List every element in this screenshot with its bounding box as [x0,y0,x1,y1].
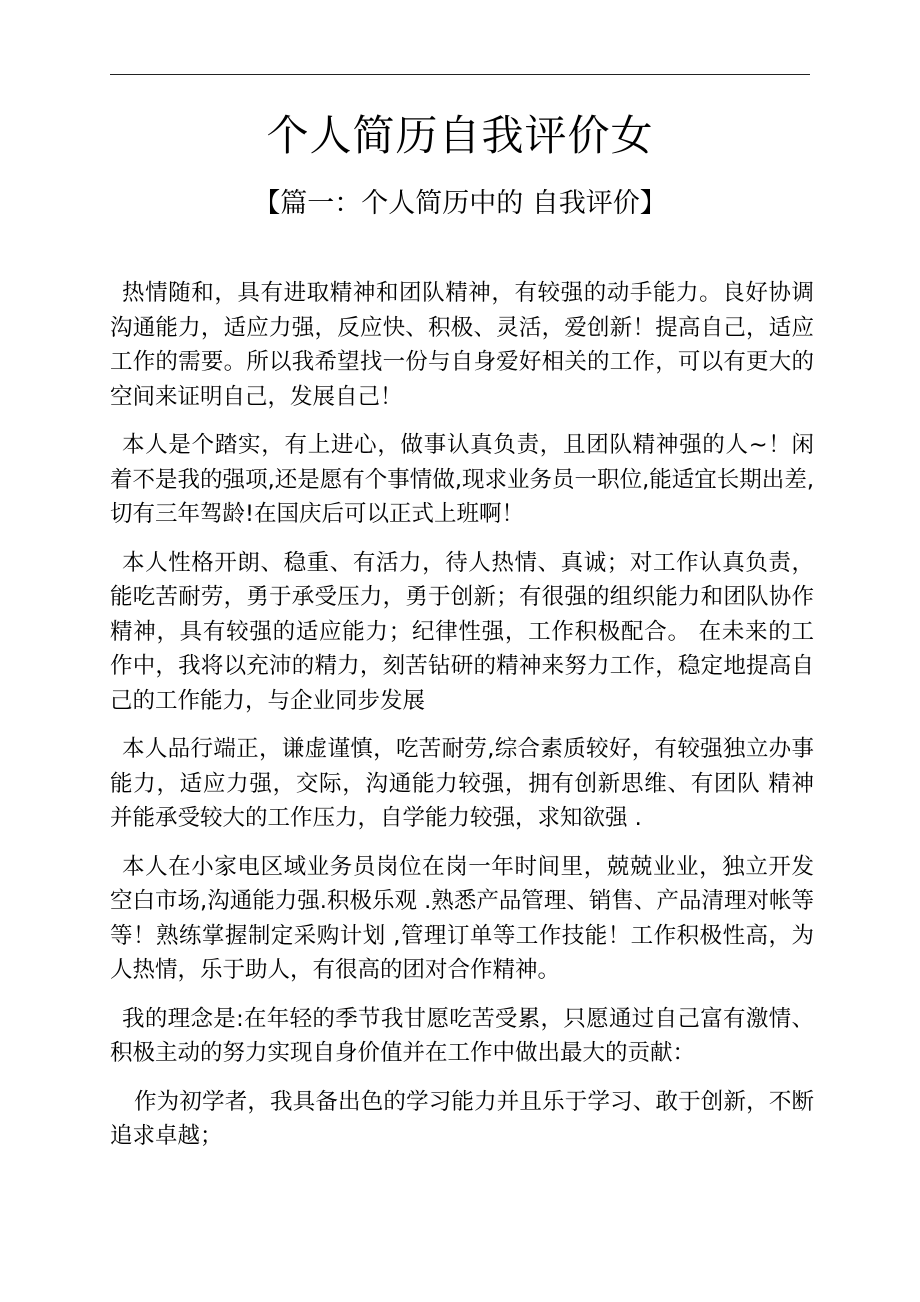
paragraph-5: 本人在小家电区域业务员岗位在岗一年时间里，兢兢业业，独立开发空白市场,沟通能力强.积极乐观 .熟悉产品管理、销售、产品清理对帐等等！熟练掌握制定采购计划 ,管理订单等工作技能！工作积极性高，为人热情，乐于助人，有很高的团对合作精神。 [110,853,814,983]
paragraph-2: 本人是个踏实，有上进心，做事认真负责，且团队精神强的人~！闲着不是我的强项,还是愿有个事情做,现求业务员一职位,能适宜长期出差,切有三年驾龄!在国庆后可以正式上班啊！ [110,432,814,527]
paragraph-4: 本人品行端正，谦虚谨慎，吃苦耐劳,综合素质较好，有较强独立办事能力，适应力强，交际，沟通能力较强，拥有创新思维、有团队 精神并能承受较大的工作压力，自学能力较强，求知欲强 . [110,736,814,831]
paragraph-6: 我的理念是:在年轻的季节我甘愿吃苦受累，只愿通过自己富有激情、积极主动的努力实现自身价值并在工作中做出最大的贡献： [110,1005,814,1066]
section-heading: 【篇一：个人简历中的 自我评价】 [253,188,667,219]
document-title: 个人简历自我评价女 [266,111,654,160]
paragraph-7: 作为初学者，我具备出色的学习能力并且乐于学习、敢于创新，不断追求卓越； [110,1088,814,1149]
paragraph-1: 热情随和，具有进取精神和团队精神，有较强的动手能力。良好协调沟通能力，适应力强，反应快、积极、灵活，爱创新！提高自己，适应工作的需要。所以我希望找一份与自身爱好相关的工作，可以有更大的空间来证明自己，发展自己！ [110,280,814,410]
paragraph-3: 本人性格开朗、稳重、有活力，待人热情、真诚；对工作认真负责，能吃苦耐劳，勇于承受压力，勇于创新；有很强的组织能力和团队协作精神，具有较强的适应能力；纪律性强，工作积极配合。 在未来的工作中，我将以充沛的精力，刻苦钻研的精神来努力工作，稳定地提高自己的工作能力，与企业同步发展 [110,549,814,714]
document-body [110,276,814,1168]
header-rule [110,74,810,75]
